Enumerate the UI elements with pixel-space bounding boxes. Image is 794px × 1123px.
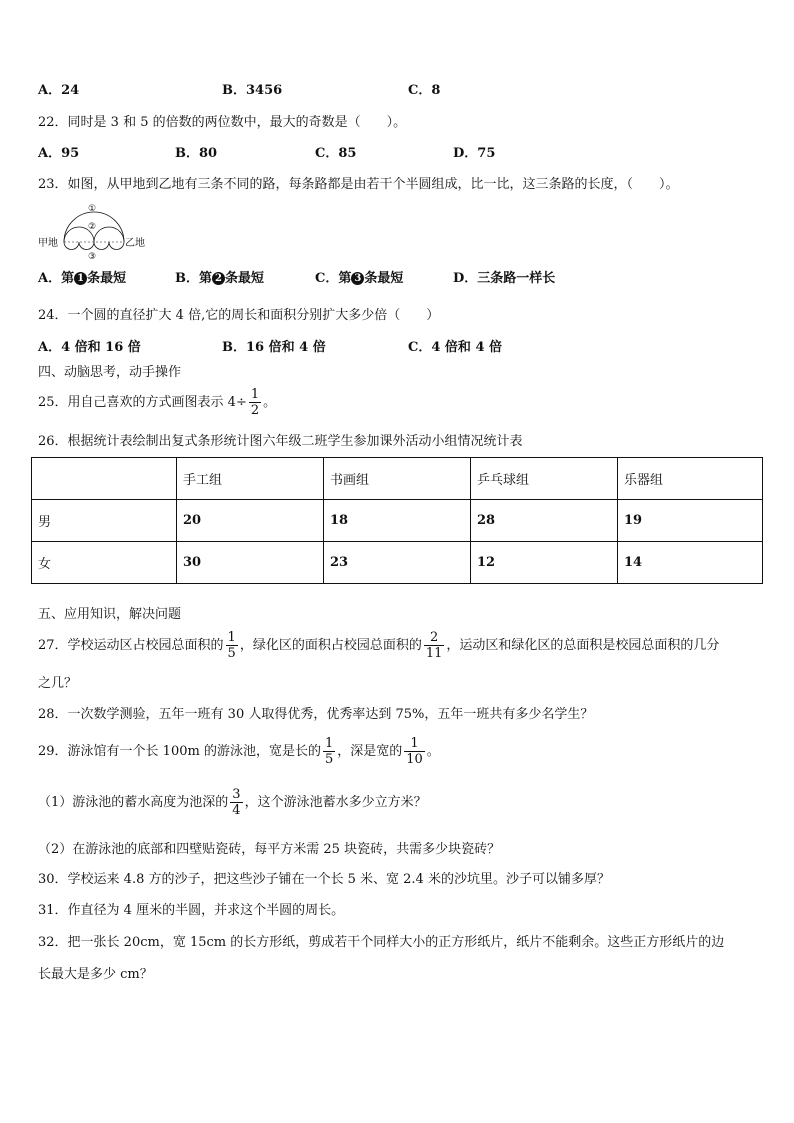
q24-option-a: A．4 倍和 16 倍 xyxy=(38,340,141,355)
q22-text: 22．同时是 3 和 5 的倍数的两位数中，最大的奇数是（ ）。 xyxy=(38,115,407,130)
circled-number-icon: 3 xyxy=(351,272,364,285)
q31-text: 31．作直径为 4 厘米的半圆，并求这个半圆的周长。 xyxy=(38,903,345,918)
q22-option-a: A．95 xyxy=(38,146,80,161)
circled-number-icon: 1 xyxy=(74,272,87,285)
q22-option-d: D．75 xyxy=(453,146,496,161)
table-cell: 12 xyxy=(471,542,618,584)
q22-option-b: B．80 xyxy=(175,146,218,161)
section-5-heading: 五、应用知识，解决问题 xyxy=(38,607,182,622)
path-3-arcs xyxy=(64,242,124,250)
table-cell: 23 xyxy=(324,542,471,584)
q21-option-b: B．3456 xyxy=(222,83,283,98)
table-header-cell: 手工组 xyxy=(177,458,324,500)
fraction: $\frac{1}{5}$ xyxy=(324,736,334,767)
table-row xyxy=(32,500,763,542)
q23-option-b: B．第 2 条最短 xyxy=(175,271,265,286)
q24-option-c: C．4 倍和 4 倍 xyxy=(408,340,503,355)
q32-text-line2: 长最大是多少 cm？ xyxy=(38,967,153,982)
q29-part1-text: （1）游泳池的蓄水高度为池深的 $\frac{3}{4}$ ，这个游泳池蓄水多少立方米？ xyxy=(38,787,427,818)
q30-text: 30．学校运来 4.8 方的沙子，把这些沙子铺在一个长 5 米、宽 2.4 米的沙坑里。沙子可以铺多厚？ xyxy=(38,872,610,887)
table-header-cell xyxy=(32,458,177,500)
q23-option-a: A．第 1 条最短 xyxy=(38,271,127,286)
fraction: $\frac{1}{5}$ xyxy=(227,630,236,661)
table-header-cell: 书画组 xyxy=(324,458,471,500)
circled-number-icon: 2 xyxy=(212,272,225,285)
fraction: $\frac{1}{2}$ xyxy=(250,387,260,418)
table-row xyxy=(32,542,763,584)
q26-text: 26．根据统计表绘制出复式条形统计图六年级二班学生参加课外活动小组情况统计表 xyxy=(38,434,523,449)
table-cell: 14 xyxy=(618,542,763,584)
q27-text: 27．学校运动区占校园总面积的 $\frac{1}{5}$ ，绿化区的面积占校园总面积的 $\frac{2}{11}$ ，运动区和绿化区的总面积是校园总面积的几分 xyxy=(38,630,720,661)
stats-table xyxy=(31,457,763,584)
table-cell: 女 xyxy=(32,542,177,584)
q22-option-c: C．85 xyxy=(315,146,357,161)
table-header-cell: 乒乓球组 xyxy=(471,458,618,500)
table-header-row xyxy=(32,458,763,500)
q27-text-line2: 之几？ xyxy=(38,676,78,691)
table-cell: 30 xyxy=(177,542,324,584)
path-3-label: ③ xyxy=(88,252,97,262)
table-cell: 19 xyxy=(618,500,763,542)
table-header-cell: 乐器组 xyxy=(618,458,763,500)
q24-option-b: B．16 倍和 4 倍 xyxy=(222,340,326,355)
q29-part2-text: （2）在游泳池的底部和四壁贴瓷砖，每平方米需 25 块瓷砖，共需多少块瓷砖？ xyxy=(38,842,501,857)
end-label: 乙地 xyxy=(125,238,145,249)
q23-option-c: C．第 3 条最短 xyxy=(315,271,404,286)
semicircle-paths-diagram xyxy=(38,200,148,262)
q28-text: 28．一次数学测验，五年一班有 30 人取得优秀，优秀率达到 75%，五年一班共有多少名学生？ xyxy=(38,707,594,722)
table-cell: 20 xyxy=(177,500,324,542)
q21-option-a: A．24 xyxy=(38,83,80,98)
section-4-heading: 四、动脑思考，动手操作 xyxy=(38,365,182,380)
fraction: $\frac{1}{10}$ xyxy=(406,736,423,767)
fraction: $\frac{2}{11}$ xyxy=(425,630,443,661)
table-cell: 28 xyxy=(471,500,618,542)
q21-option-c: C．8 xyxy=(408,83,441,98)
q32-text: 32．把一张长 20cm，宽 15cm 的长方形纸，剪成若干个同样大小的正方形纸片，纸片不能剩余。这些正方形纸片的边 xyxy=(38,935,725,950)
table-cell: 男 xyxy=(32,500,177,542)
q24-text: 24．一个圆的直径扩大 4 倍,它的周长和面积分别扩大多少倍（ ） xyxy=(38,308,440,323)
q23-text: 23．如图，从甲地到乙地有三条不同的路，每条路都是由若干个半圆组成，比一比，这三条路的长度，（ ）。 xyxy=(38,177,679,192)
q25-text: 25．用自己喜欢的方式画图表示 4÷ $\frac{1}{2}$ 。 xyxy=(38,387,277,418)
fraction: $\frac{3}{4}$ xyxy=(232,787,241,818)
table-cell: 18 xyxy=(324,500,471,542)
path-2-label: ② xyxy=(88,222,97,232)
q23-option-d: D．三条路一样长 xyxy=(453,271,556,286)
q29-text: 29．游泳馆有一个长 100m 的游泳池，宽是长的 $\frac{1}{5}$ ，深是宽的 $\frac{1}{10}$ 。 xyxy=(38,736,440,767)
start-label: 甲地 xyxy=(38,238,58,249)
path-1-label: ① xyxy=(88,204,97,214)
